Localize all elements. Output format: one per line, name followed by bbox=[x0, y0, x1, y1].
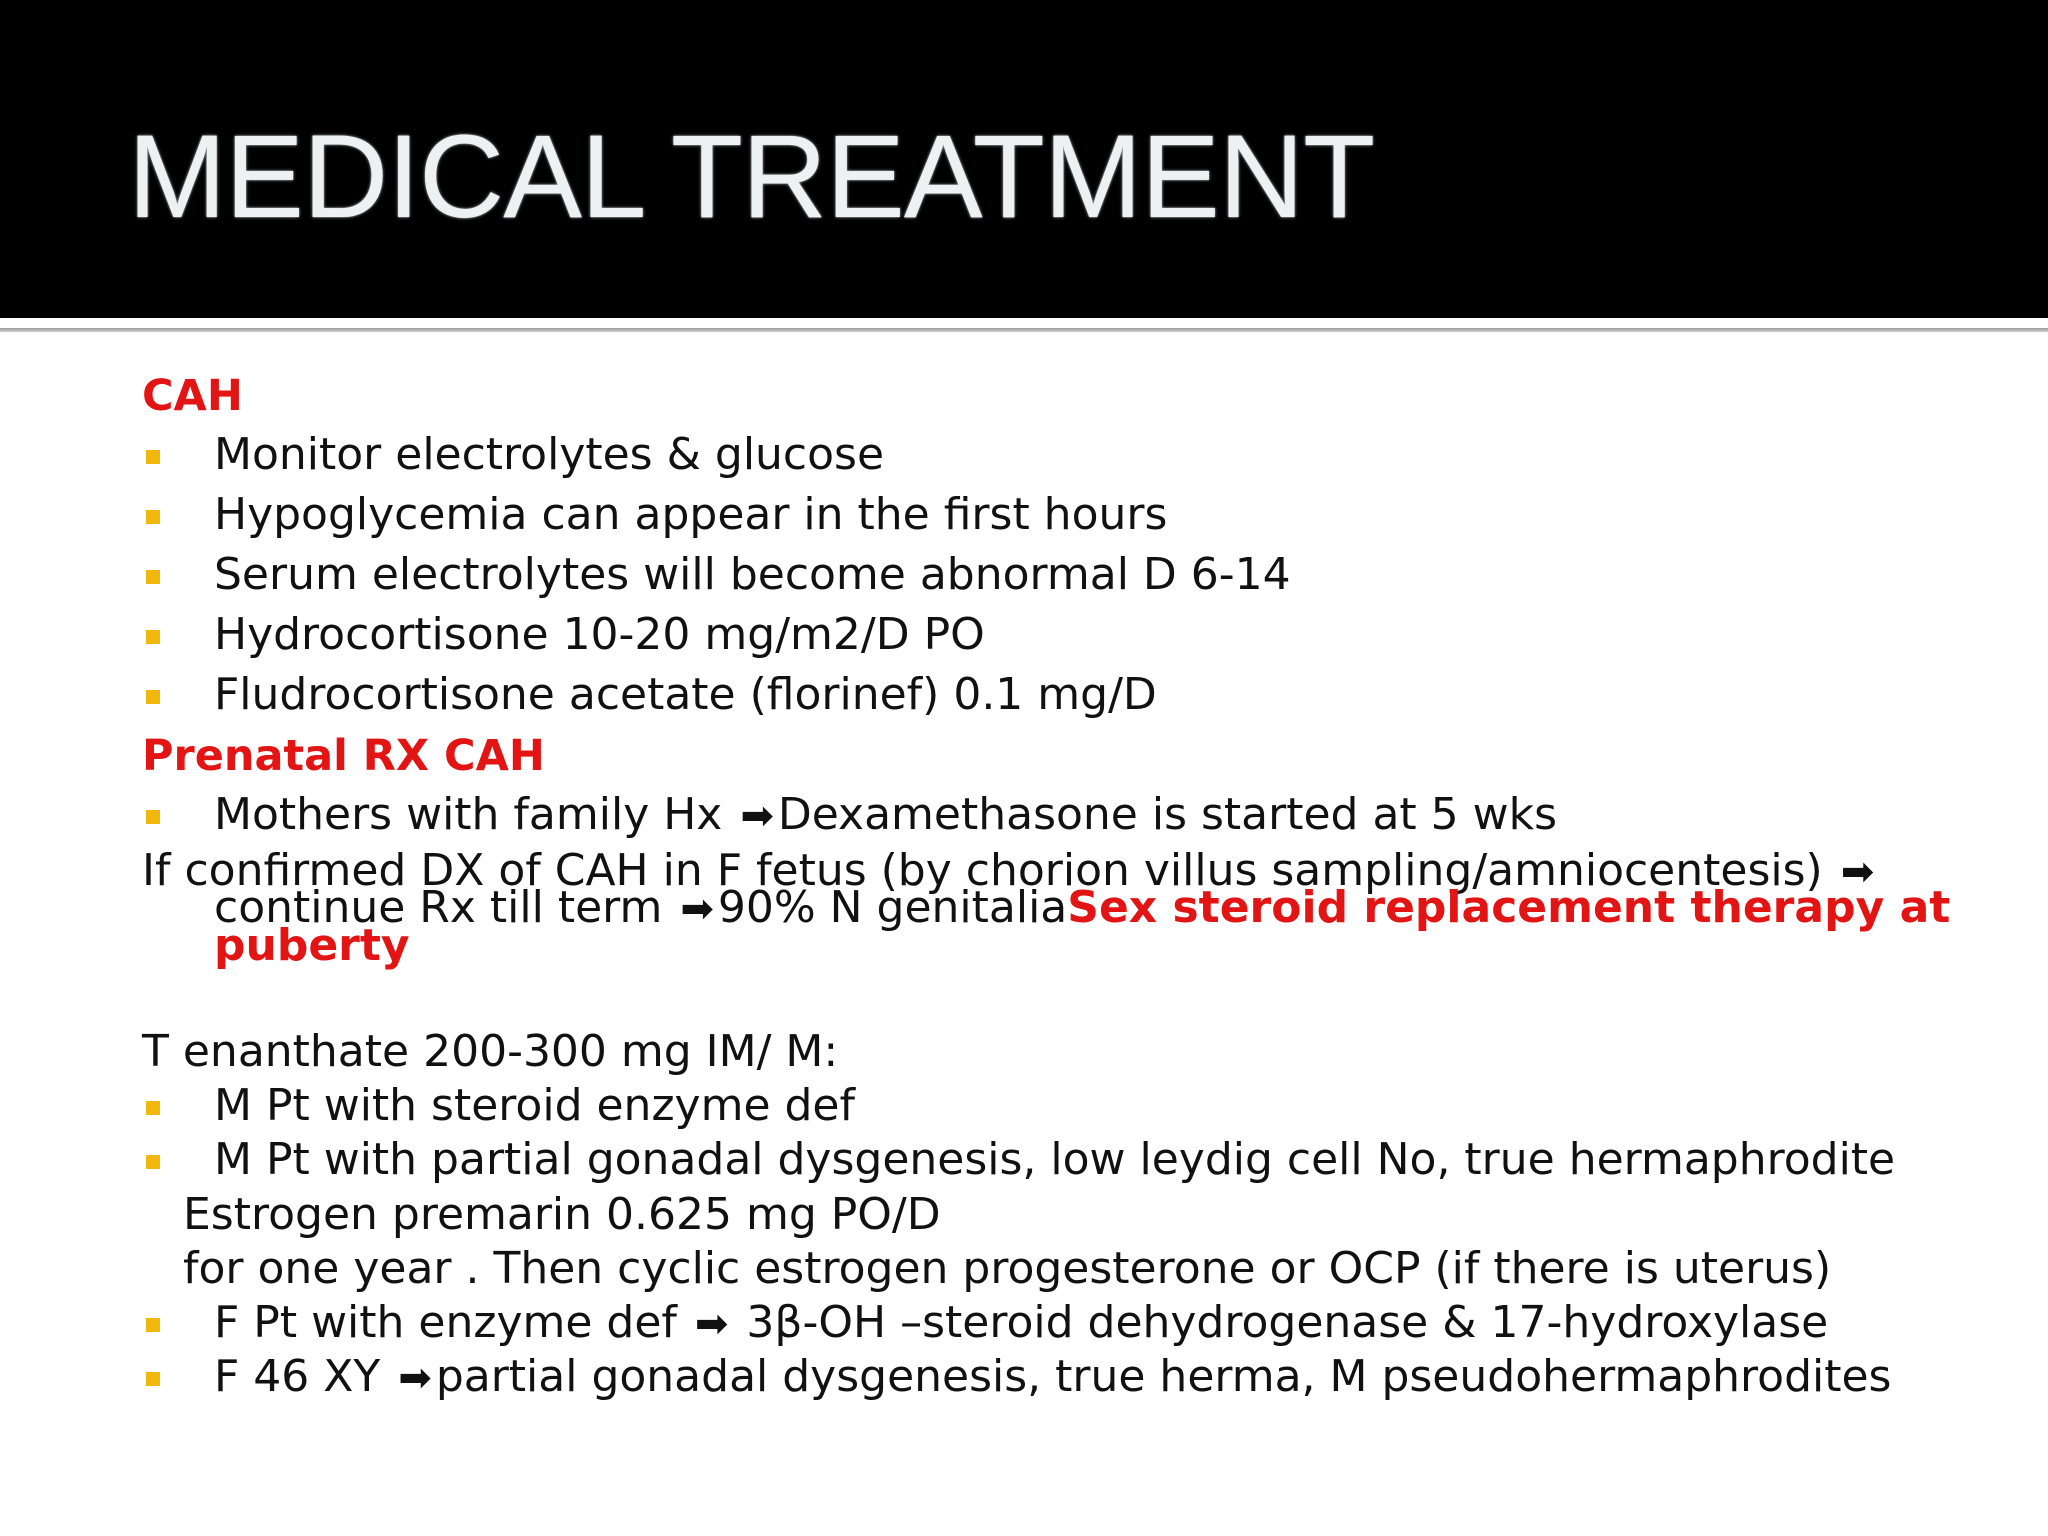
square-bullet-icon bbox=[146, 1101, 160, 1115]
cah-bullet-5: Fludrocortisone acetate (florinef) 0.1 mg/D bbox=[214, 669, 1157, 720]
puberty-text: puberty bbox=[214, 920, 410, 971]
right-arrow-icon: ➡ bbox=[1840, 849, 1875, 895]
square-bullet-icon bbox=[146, 630, 160, 644]
estrogen-line-2: for one year . Then cyclic estrogen progesterone or OCP (if there is uterus) bbox=[183, 1243, 1832, 1294]
right-arrow-icon: ➡ bbox=[694, 1301, 729, 1347]
f-bullet-2-part1: F 46 XY bbox=[214, 1351, 381, 1402]
right-arrow-icon: ➡ bbox=[680, 886, 714, 932]
cah-bullet-4: Hydrocortisone 10-20 mg/m2/D PO bbox=[214, 609, 985, 660]
square-bullet-icon bbox=[146, 1318, 160, 1332]
estrogen-line-1: Estrogen premarin 0.625 mg PO/D bbox=[183, 1189, 941, 1240]
square-bullet-icon bbox=[146, 810, 160, 824]
t-bullet-2: M Pt with partial gonadal dysgenesis, low leydig cell No, true hermaphrodite bbox=[214, 1134, 1896, 1185]
slide-title: MEDICAL TREATMENT bbox=[128, 111, 1375, 243]
prenatal-paragraph-text-3: 90% N genitalia bbox=[717, 882, 1068, 933]
cah-bullet-1: Monitor electrolytes & glucose bbox=[214, 429, 885, 480]
cah-bullet-2: Hypoglycemia can appear in the first hours bbox=[214, 489, 1168, 540]
right-arrow-icon: ➡ bbox=[740, 793, 774, 839]
t-enanthate-heading: T enanthate 200-300 mg IM/ M: bbox=[142, 1026, 839, 1077]
right-arrow-icon: ➡ bbox=[398, 1355, 432, 1401]
f-bullet-2 bbox=[214, 1351, 1891, 1404]
prenatal-bullet-1-part2: Dexamethasone is started at 5 wks bbox=[777, 789, 1558, 840]
t-bullet-1: M Pt with steroid enzyme def bbox=[214, 1080, 855, 1131]
prenatal-paragraph-text-2: continue Rx till term bbox=[214, 882, 663, 933]
cah-heading: CAH bbox=[142, 371, 243, 421]
prenatal-paragraph-text-1: If confirmed DX of CAH in F fetus (by chorion villus sampling/amniocentesis) bbox=[142, 845, 1823, 896]
prenatal-bullet-1 bbox=[214, 789, 1557, 842]
square-bullet-icon bbox=[146, 1372, 160, 1386]
prenatal-paragraph-line-2 bbox=[214, 882, 1950, 935]
prenatal-heading: Prenatal RX CAH bbox=[142, 731, 545, 781]
square-bullet-icon bbox=[146, 510, 160, 524]
cah-bullet-3: Serum electrolytes will become abnormal D 6-14 bbox=[214, 549, 1291, 600]
square-bullet-icon bbox=[146, 450, 160, 464]
prenatal-bullet-1-part1: Mothers with family Hx bbox=[214, 789, 723, 840]
sex-steroid-replacement-text: Sex steroid replacement therapy at bbox=[1067, 882, 1951, 933]
f-bullet-1-part2: 3β-OH –steroid dehydrogenase & 17-hydroxylase bbox=[746, 1297, 1829, 1348]
f-bullet-1 bbox=[214, 1297, 1828, 1350]
square-bullet-icon bbox=[146, 1155, 160, 1169]
square-bullet-icon bbox=[146, 690, 160, 704]
square-bullet-icon bbox=[146, 570, 160, 584]
f-bullet-1-part1: F Pt with enzyme def bbox=[214, 1297, 677, 1348]
f-bullet-2-part2: partial gonadal dysgenesis, true herma, M pseudohermaphrodites bbox=[435, 1351, 1892, 1402]
